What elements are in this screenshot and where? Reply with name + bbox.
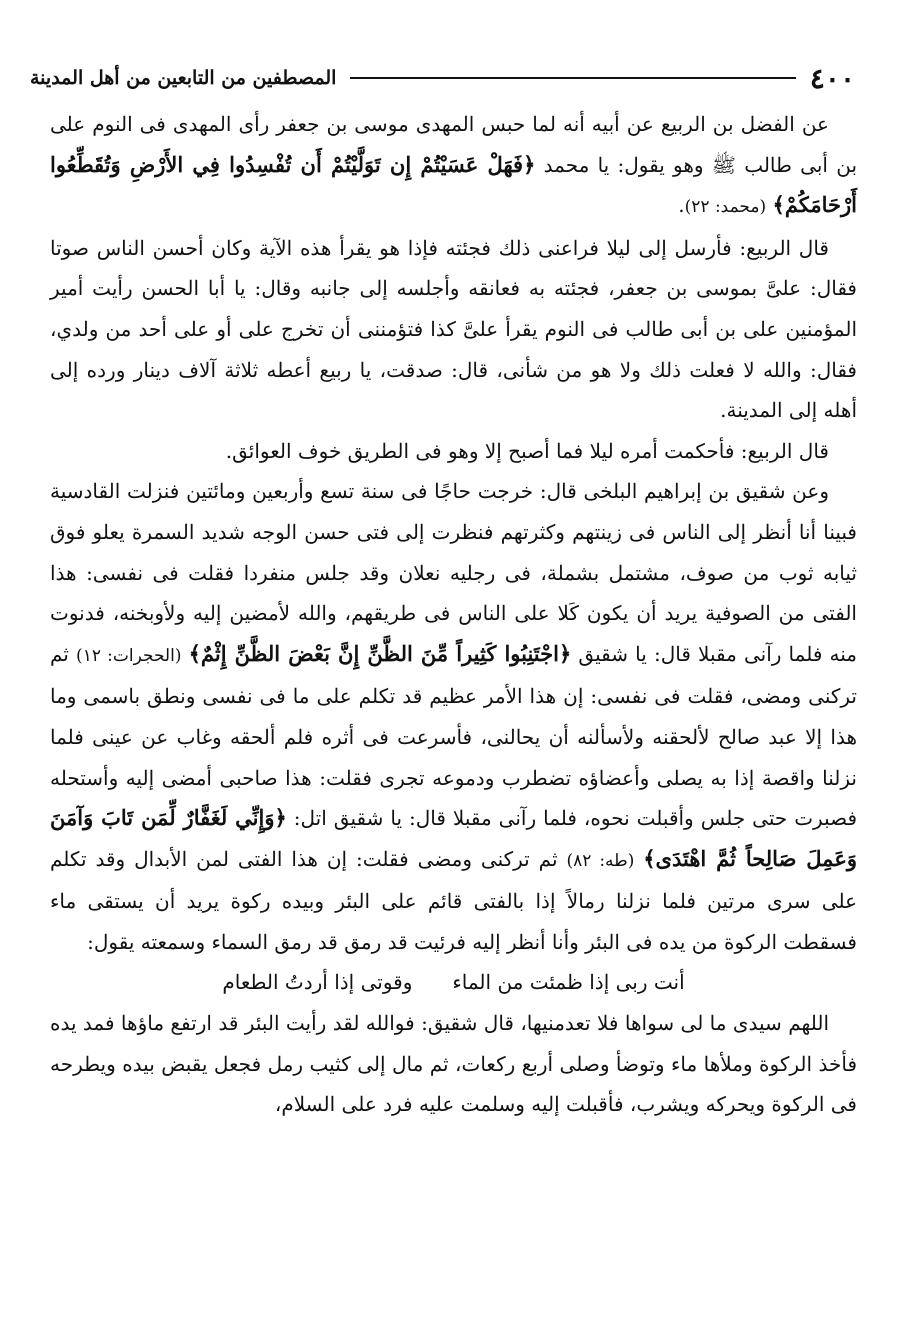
paragraph-text: قال الربيع: فأرسل إلى ليلا فراعنى ذلك فجئته فإذا هو يقرأ هذه الآية وكان أحسن الناس صوتا فقال: علىَّ بموسى بن جعفر، فجئته به فعانقه وأجلسه إلى جانبه وقال: يا أبا الحسن رأيت أمير المؤمنين على بن أبى طالب فى النوم يقرأ علىَّ كذا فتؤمننى أن تخرج على أو على أحد من ولدي، فقال: والله لا فعلت ذلك ولا هو من شأنى، قال: صدقت، يا ربيع أعطه ثلاثة آلاف دينار ورده إلى أهله إلى المدينة. <box>50 235 858 423</box>
running-title: المصطفين من التابعين من أهل المدينة <box>30 67 337 89</box>
poem-first-hemistich: أنت ربى إذا ظمئت من الماء <box>452 970 685 995</box>
paragraph-text: ثم تركنى ومضى، فقلت فى نفسى: إن هذا الأمر عظيم قد تكلم على ما فى نفسى ونطق باسمى وما هذا إلا عبد صالح لألحقنه ولأسألنه أن يحالنى، فأسرعت فى أثره فلم ألحقه وغاب عن عينى فلما نزلنا واقصة إذا به يصلى وأعضاؤه تضطرب ودموعه تجرى فقلت: هذا صاحبى أمضى إليه وأستحله فصبرت حتى جلس وأقبلت نحوه، فلما رآنى مقبلا قال: يا شقيق اتل: <box>50 641 858 831</box>
paragraph-text: قال الربيع: فأحكمت أمره ليلا فما أصبح إلا وهو فى الطريق خوف العوائق. <box>225 438 829 463</box>
paragraph-text: ثم تركنى ومضى فقلت: إن هذا الفتى لمن الأبدال وقد تكلم على سرى مرتين فلما نزلنا رمالاً إذا بالفتى قائم على البئر وبيده ركوة يريد أن يستقى ماء فسقطت الركوة من يده فى البئر وأنا أنظر إليه فرئيت قد رمق قد رمق السماء وسمعته يقول: <box>50 846 857 954</box>
page-body <box>50 104 857 1125</box>
paragraph-text: وعن شقيق بن إبراهيم البلخى قال: خرجت حاجًا فى سنة تسع وأربعين ومائتين فنزلت القادسية فبينا أنا أنظر إلى الناس فى زينتهم وكثرتهم فنظرت إلى فتى حسن الوجه شديد السمرة يعلو فوق ثيابه ثوب من صوف، مشتمل بشملة، فى رجليه نعلان وقد جلس منفردا فقلت فى نفسى: هذا الفتى من الصوفية يريد أن يكون كَلا على الناس فى طريقهم، والله لأمضين إليه ولأوبخنه، فدنوت منه فلما رآنى مقبلا قال: يا شقيق <box>50 479 858 666</box>
quran-verse: ﴿وَإِنِّي لَغَفَّارٌ لِّمَن تَابَ وَآمَنَ وَعَمِلَ صَالِحاً ثُمَّ اهْتَدَى﴾ <box>50 805 857 871</box>
poem-verse <box>50 962 857 1003</box>
paragraph-text: عن الفضل بن الربيع عن أبيه أنه لما حبس المهدى موسى بن جعفر رأى المهدى فى النوم على بن أبى طالب ﷺ وهو يقول: يا محمد <box>50 112 858 177</box>
paragraph-text: . <box>678 193 685 218</box>
header-rule <box>350 77 795 79</box>
paragraph-text: اللهم سيدى ما لى سواها فلا تعدمنيها، قال شقيق: فوالله لقد رأيت البئر قد ارتفع ماؤها فمد يده فأخذ الركوة وملأها ماء وتوضأ وصلى أربع ركعات، ثم مال إلى كثيب رمل فجعل يقبض بيده ويطرحه فى الركوة ويحركه ويشرب، فأقبلت إليه وسلمت عليه فرد على السلام، <box>50 1011 857 1117</box>
paragraph-3 <box>50 431 857 472</box>
verse-citation: (الحجرات: ١٢) <box>76 645 182 666</box>
poem-second-hemistich: وقوتى إذا أردتُ الطعام <box>222 970 413 995</box>
paragraph-5 <box>50 1003 857 1125</box>
paragraph-4 <box>50 471 857 962</box>
quran-verse: ﴿فَهَلْ عَسَيْتُمْ إِن تَوَلَّيْتُمْ أَن تُفْسِدُوا فِي الأَرْضِ وَتُقَطِّعُوا أَرْحَامَكُمْ﴾ <box>50 151 857 218</box>
paragraph-2 <box>50 228 857 431</box>
paragraph-1 <box>50 104 857 228</box>
verse-citation: (محمد: ٢٢) <box>684 197 767 218</box>
quran-verse: ﴿اجْتَنِبُوا كَثِيراً مِّنَ الظَّنِّ إِنَّ بَعْضَ الظَّنِّ إِثْمٌ﴾ <box>188 640 572 666</box>
page-header <box>30 58 855 98</box>
page-number: ٤٠٠ <box>809 61 855 95</box>
verse-citation: (طه: ٨٢) <box>566 850 635 871</box>
